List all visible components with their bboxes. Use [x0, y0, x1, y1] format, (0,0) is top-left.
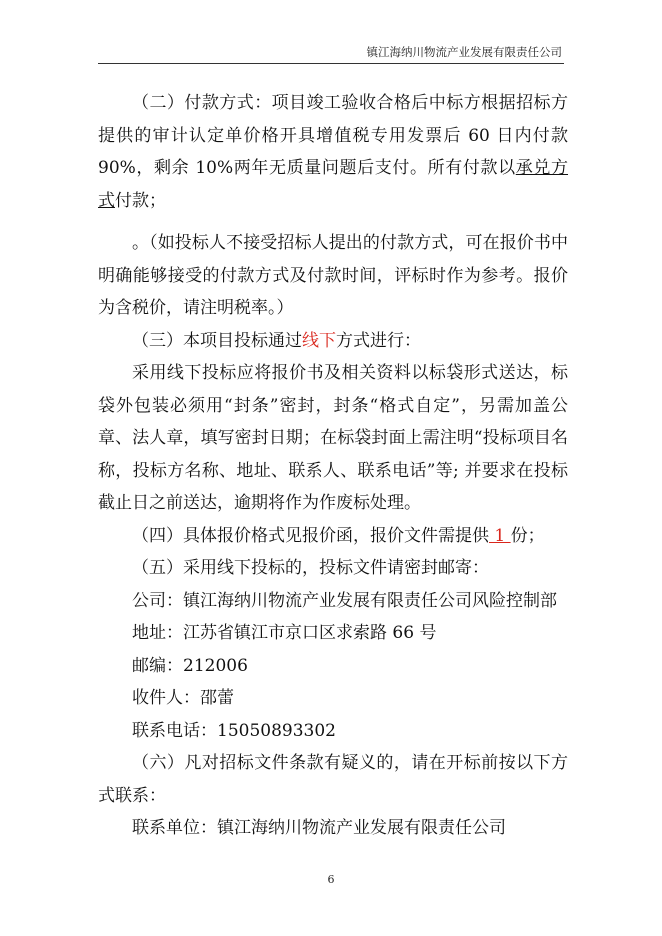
payment-terms-text: （二）付款方式：项目竣工验收合格后中标方根据招标方提供的审计认定单价格开具增值税专用发票后 60 日内付款 90%，剩余 10%两年无质量问题后支付。所有付款以 [98, 93, 568, 178]
paragraph-bid-method [98, 325, 568, 358]
header-company: 镇江海纳川物流产业发展有限责任公司 [366, 45, 562, 59]
paragraph-quote-format [98, 520, 568, 553]
paragraph-questions: （六）凡对招标文件条款有疑义的，请在开标前按以下方式联系： [98, 753, 568, 806]
paragraph-recipient: 收件人：邵蕾 [132, 688, 234, 708]
paragraph-postcode: 邮编：212006 [132, 655, 248, 676]
page-number: 6 [327, 873, 335, 886]
quote-format-end: 份； [510, 525, 545, 546]
bid-method-text: （三）本项目投标通过 [132, 330, 302, 351]
header-rule [98, 63, 564, 64]
paragraph-contact-unit: 联系单位：镇江海纳川物流产业发展有限责任公司 [132, 818, 506, 838]
quote-format-text: （四）具体报价格式见报价函，报价文件需提供 [132, 525, 489, 546]
paragraph-phone: 联系电话：15050893302 [132, 720, 336, 741]
payment-terms-end: 付款； [115, 190, 166, 211]
quote-copies-count: 1 [489, 525, 511, 546]
paragraph-address: 地址：江苏省镇江市京口区求索路 66 号 [132, 623, 437, 643]
paragraph-payment-note: 。（如投标人不接受招标人提出的付款方式，可在报价书中明确能够接受的付款方式及付款时间，评标时作为参考。报价为含税价，请注明税率。） [98, 233, 568, 318]
document-body [98, 87, 568, 845]
bid-method-end: 方式进行： [336, 330, 421, 351]
bid-method-offline: 线下 [302, 330, 336, 351]
paragraph-company: 公司：镇江海纳川物流产业发展有限责任公司风险控制部 [132, 590, 557, 611]
payment-method-underlined: 承兑方式 [98, 158, 569, 211]
paragraph-offline-bid-rules: 采用线下投标应将报价书及相关资料以标袋形式送达，标袋外包装必须用“封条”密封，封条“格式自定”，另需加盖公章、法人章，填写密封日期；在标袋封面上需注明“投标项目名称，投标方名称、地址、联系人、联系电话”等; 并要求在投标截止日之前送达，逾期将作为作废标处理。 [98, 363, 568, 513]
paragraph-payment-terms [98, 87, 568, 217]
paragraph-mail-instructions: （五）采用线下投标的，投标文件请密封邮寄： [132, 558, 489, 578]
